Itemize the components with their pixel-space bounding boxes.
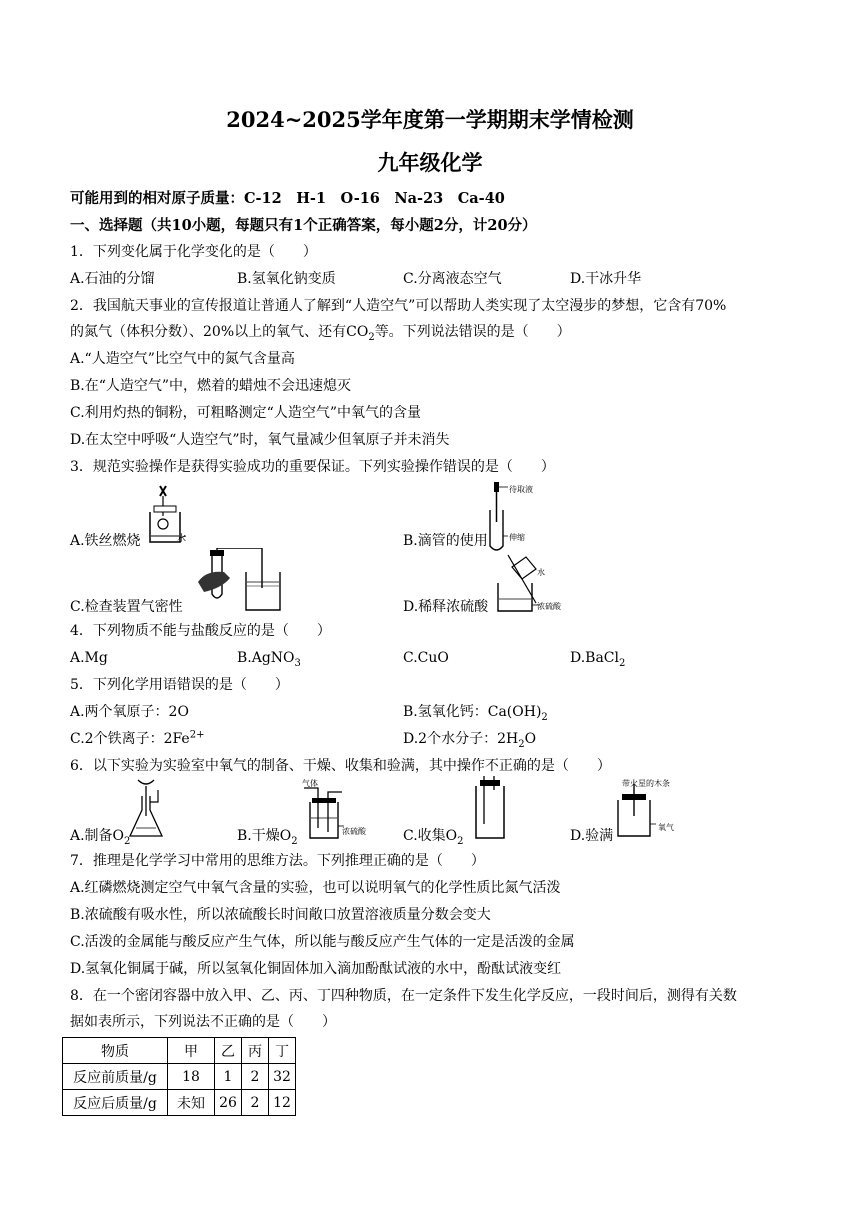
table-cell: 丁 [269, 1038, 296, 1064]
oxygen-prep-figure [128, 776, 172, 842]
table-cell: 反应前质量/g [63, 1064, 168, 1090]
table-cell: 乙 [215, 1038, 242, 1064]
airtightness-check-figure [196, 548, 288, 614]
fig-6d-oxygen-label: 氧气 [658, 823, 674, 832]
q5-option-d: D.2个水分子：$2H_2O$ [403, 731, 537, 750]
table-cell: 2 [242, 1090, 269, 1116]
q4-option-a: A.Mg [70, 650, 108, 666]
exam-title: 2024~2025学年度第一学期期末学情检测 [226, 107, 634, 132]
q2-option-d: D.在太空中呼吸“人造空气”时，氧气量减少但氧原子并未消失 [70, 432, 450, 448]
fig-a-water-label: 水 [177, 534, 187, 544]
q2-option-a: A.“人造空气”比空气中的氮气含量高 [70, 351, 295, 367]
q5-option-a: A.两个氧原子：2O [70, 704, 189, 720]
fig-b-label-2: 伸缩 [509, 533, 525, 542]
table-cell: 反应后质量/g [63, 1090, 168, 1116]
question-2-stem-line1: 2．我国航天事业的宣传报道让普通人了解到“人造空气”可以帮助人类实现了太空漫步的梦想，它含有70% [70, 298, 727, 314]
question-7-stem: 7．推理是化学学习中常用的思维方法。下列推理正确的是（ ） [70, 853, 485, 869]
q2-option-c: C.利用灼热的铜粉，可粗略测定“人造空气”中氧气的含量 [70, 405, 421, 421]
q6-option-d: D.验满 [570, 828, 614, 844]
q4-option-b: B.AgNO$_3$ [237, 650, 301, 669]
table-header-row [63, 1038, 296, 1064]
section-heading: 一、选择题（共10小题，每题只有1个正确答案，每小题2分，计20分） [70, 217, 537, 234]
table-cell: 甲 [168, 1038, 215, 1064]
exam-subtitle: 九年级化学 [377, 150, 483, 175]
q6-option-b: B.干燥$O_2$ [237, 828, 298, 847]
q7-option-b: B.浓硫酸有吸水性，所以浓硫酸长时间敞口放置溶液质量分数会变大 [70, 907, 491, 923]
q7-option-d: D.氢氧化铜属于碱，所以氢氧化铜固体加入滴加酚酞试液的水中，酚酞试液变红 [70, 961, 562, 977]
q3-option-d: D.稀释浓硫酸 [403, 599, 489, 615]
table-cell: 物质 [63, 1038, 168, 1064]
gas-collection-figure [470, 776, 510, 842]
fig-6b-acid-label: 浓硫酸 [342, 827, 366, 836]
q2-option-b: B.在“人造空气”中，燃着的蜡烛不会迅速熄灭 [70, 378, 352, 394]
question-3-stem: 3．规范实验操作是获得实验成功的重要保证。下列实验操作错误的是（ ） [70, 459, 555, 475]
table-row [63, 1064, 296, 1090]
q1-option-b: B.氢氧化钠变质 [237, 271, 336, 287]
fig-6b-gas-label: 气体 [302, 779, 318, 788]
table-row [63, 1090, 296, 1116]
table-cell: 18 [168, 1064, 215, 1090]
question-6-stem: 6．以下实验为实验室中氧气的制备、干燥、收集和验满，其中操作不正确的是（ ） [70, 758, 611, 774]
q5-option-c: C.2个铁离子：$2Fe^{2+}$ [70, 729, 205, 747]
q4-option-c: C.CuO [403, 650, 449, 666]
atomic-masses: 可能用到的相对原子质量：C-12 H-1 O-16 Na-23 Ca-40 [70, 190, 505, 207]
q3-option-a: A.铁丝燃烧 [70, 533, 141, 549]
q3-option-b: B.滴管的使用 [403, 533, 488, 549]
table-cell: 丙 [242, 1038, 269, 1064]
fig-b-label-1: 待取液 [509, 485, 533, 494]
q5-option-b: B.氢氧化钙：$Ca(OH)_2$ [403, 704, 548, 723]
table-cell: 12 [269, 1090, 296, 1116]
question-8-stem-line1: 8．在一个密闭容器中放入甲、乙、丙、丁四种物质，在一定条件下发生化学反应，一段时间后，测得有关数 [70, 988, 737, 1004]
q6-option-c: C.收集$O_2$ [403, 828, 464, 847]
question-5-stem: 5．下列化学用语错误的是（ ） [70, 677, 289, 693]
fig-d-water-label: 水 [537, 568, 545, 577]
q1-option-c: C.分离液态空气 [403, 271, 502, 287]
fig-6d-splint-label: 带火星的木条 [622, 779, 670, 788]
table-cell: 32 [269, 1064, 296, 1090]
q6-option-a: A.制备$O_2$ [70, 828, 131, 847]
q7-option-a: A.红磷燃烧测定空气中氧气含量的实验，也可以说明氧气的化学性质比氮气活泼 [70, 880, 561, 896]
q3-option-c: C.检查装置气密性 [70, 599, 183, 615]
q7-option-c: C.活泼的金属能与酸反应产生气体，所以能与酸反应产生气体的一定是活泼的金属 [70, 934, 575, 950]
question-2-stem-line2: 的氮气（体积分数）、20%以上的氧气、还有$CO_2$等。下列说法错误的是（ ） [70, 324, 571, 343]
table-cell: 26 [215, 1090, 242, 1116]
mass-data-table [62, 1037, 296, 1116]
table-cell: 1 [215, 1064, 242, 1090]
q1-option-a: A.石油的分馏 [70, 271, 155, 287]
question-1-stem: 1．下列变化属于化学变化的是（ ） [70, 244, 317, 260]
question-8-stem-line2: 据如表所示，下列说法不正确的是（ ） [70, 1014, 336, 1030]
question-4-stem: 4．下列物质不能与盐酸反应的是（ ） [70, 623, 331, 639]
fig-d-acid-label: 浓硫酸 [537, 602, 561, 611]
table-cell: 2 [242, 1064, 269, 1090]
q1-option-d: D.干冰升华 [570, 271, 642, 287]
table-cell: 未知 [168, 1090, 215, 1116]
q4-option-d: D.BaCl$_2$ [570, 650, 626, 669]
